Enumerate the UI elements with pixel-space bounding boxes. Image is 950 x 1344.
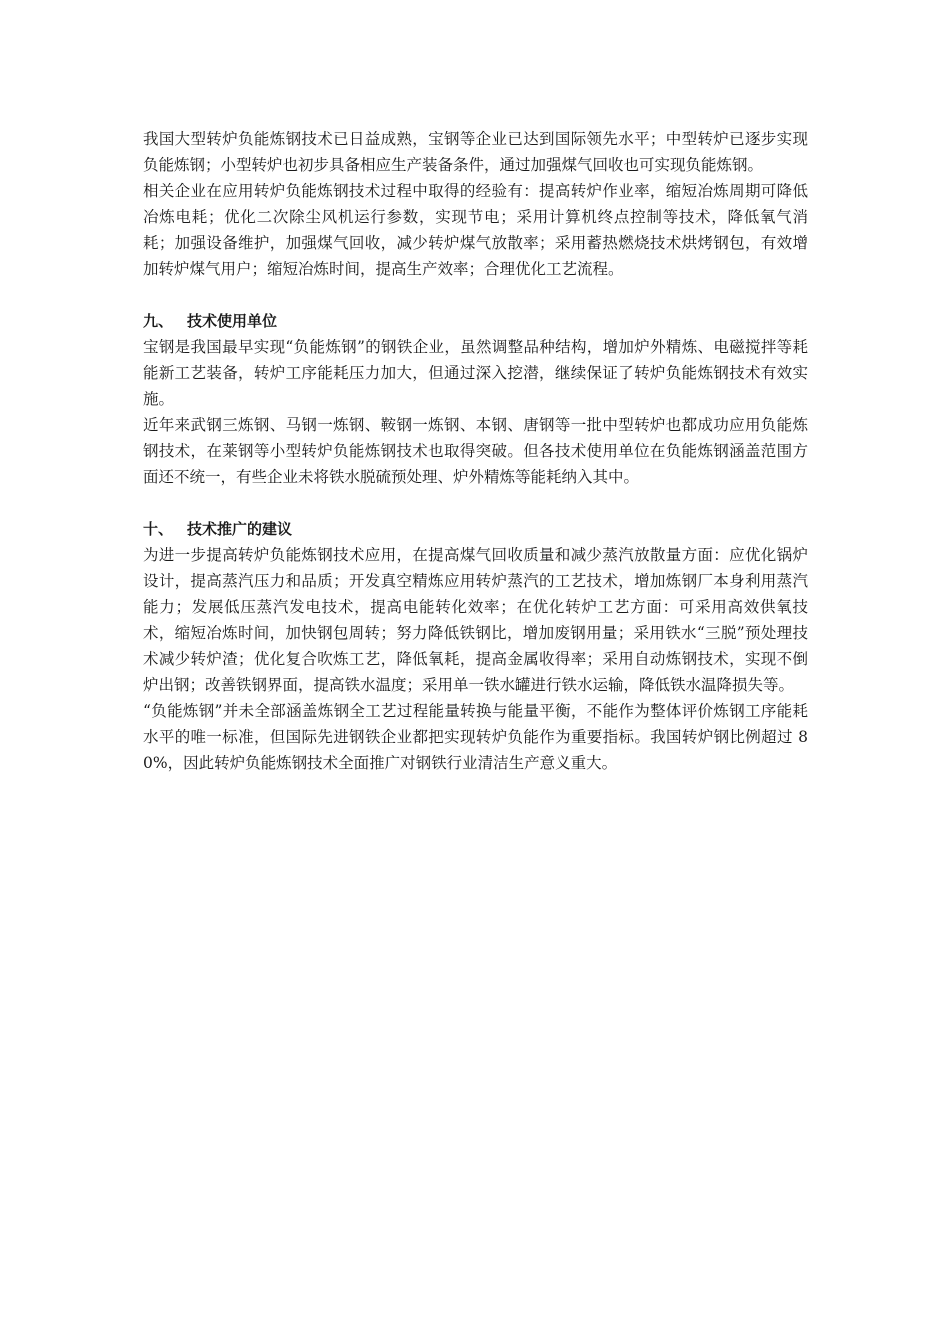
section-9-heading xyxy=(143,308,808,334)
intro-paragraph-1: 我国大型转炉负能炼钢技术已日益成熟，宝钢等企业已达到国际领先水平；中型转炉已逐步实现负能炼钢；小型转炉也初步具备相应生产装备条件，通过加强煤气回收也可实现负能炼钢。 xyxy=(143,130,808,174)
document-page xyxy=(143,126,808,776)
section-10 xyxy=(143,516,808,776)
intro-paragraph-2: 相关企业在应用转炉负能炼钢技术过程中取得的经验有：提高转炉作业率，缩短冶炼周期可降低冶炼电耗；优化二次除尘风机运行参数，实现节电；采用计算机终点控制等技术，降低氧气消耗；加强设备维护，加强煤气回收，减少转炉煤气放散率；采用蓄热燃烧技术烘烤钢包，有效增加转炉煤气用户；缩短冶炼时间，提高生产效率；合理优化工艺流程。 xyxy=(143,182,808,278)
section-9-paragraph-1: 宝钢是我国最早实现“负能炼钢”的钢铁企业，虽然调整品种结构，增加炉外精炼、电磁搅拌等耗能新工艺装备，转炉工序能耗压力加大，但通过深入挖潜，继续保证了转炉负能炼钢技术有效实施。 xyxy=(143,338,808,408)
section-9 xyxy=(143,308,808,490)
section-10-heading xyxy=(143,516,808,542)
section-10-paragraph-2: “负能炼钢”并未全部涵盖炼钢全工艺过程能量转换与能量平衡，不能作为整体评价炼钢工序能耗水平的唯一标准，但国际先进钢铁企业都把实现转炉负能作为重要指标。我国转炉钢比例超过 80%，因此转炉负能炼钢技术全面推广对钢铁行业清洁生产意义重大。 xyxy=(143,702,808,772)
section-9-number: 九、 xyxy=(143,312,174,330)
section-9-paragraph-2: 近年来武钢三炼钢、马钢一炼钢、鞍钢一炼钢、本钢、唐钢等一批中型转炉也都成功应用负能炼钢技术，在莱钢等小型转炉负能炼钢技术也取得突破。但各技术使用单位在负能炼钢涵盖范围方面还不统一，有些企业未将铁水脱硫预处理、炉外精炼等能耗纳入其中。 xyxy=(143,416,808,486)
section-10-title: 技术推广的建议 xyxy=(187,520,293,538)
section-10-paragraph-1: 为进一步提高转炉负能炼钢技术应用，在提高煤气回收质量和减少蒸汽放散量方面：应优化锅炉设计，提高蒸汽压力和品质；开发真空精炼应用转炉蒸汽的工艺技术，增加炼钢厂本身利用蒸汽能力；发展低压蒸汽发电技术，提高电能转化效率；在优化转炉工艺方面：可采用高效供氧技术，缩短冶炼时间，加快钢包周转；努力降低铁钢比，增加废钢用量；采用铁水“三脱”预处理技术减少转炉渣；优化复合吹炼工艺，降低氧耗，提高金属收得率；采用自动炼钢技术，实现不倒炉出钢；改善铁钢界面，提高铁水温度；采用单一铁水罐进行铁水运输，降低铁水温降损失等。 xyxy=(143,546,808,694)
section-9-title: 技术使用单位 xyxy=(187,312,278,330)
section-10-number: 十、 xyxy=(143,520,174,538)
